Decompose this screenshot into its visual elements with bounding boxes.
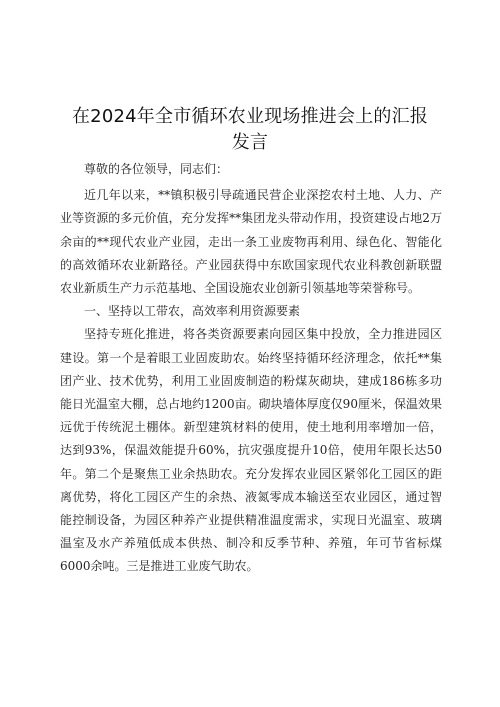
paragraph-intro: 近几年以来，**镇积极引导疏通民营企业深挖农村土地、人力、产业等资源的多元价值，充分发挥**集团龙头带动作用，投资建设占地2万余亩的**现代农业产业园，走出一条工业废物再利用、绿色化、智能化的高效循环农业新路径。产业园获得中东欧国家现代农业科教创新联盟农业新质生产力示范基地、全国设施农业创新引领基地等荣誉称号。 bbox=[60, 188, 442, 296]
paragraph-section-1: 坚持专班化推进，将各类资源要素向园区集中投放，全力推进园区建设。第一个是着眼工业固废助农。始终坚持循环经济理念，依托**集团产业、技术优势，利用工业固废制造的粉煤灰砌块，建成186栋多功能日光温室大棚，总占地约1200亩。砌块墙体厚度仅90厘米，保温效果远优于传统泥土棚体。新型建筑材料的使用，使土地利用率增加一倍，达到93%，保温效能提升60%，抗灾强度提升10倍，使用年限长达50年。第二个是聚焦工业余热助农。充分发挥农业园区紧邻化工园区的距离优势，将化工园区产生的余热、液氮零成本输送至农业园区，通过智能控制设备，为园区种养产业提供精准温度需求，实现日光温室、玻璃温室及水产养殖低成本供热、制冷和反季节种、养殖，年可节省标煤6000余吨。三是推进工业废气助农。 bbox=[60, 327, 442, 574]
document-body bbox=[60, 158, 442, 579]
section-heading-1: 一、坚持以工带农，高效率利用资源要素 bbox=[84, 304, 301, 319]
salutation: 尊敬的各位领导，同志们： bbox=[84, 162, 229, 176]
document-title: 在2024年全市循环农业现场推进会上的汇报发言 bbox=[71, 106, 428, 153]
